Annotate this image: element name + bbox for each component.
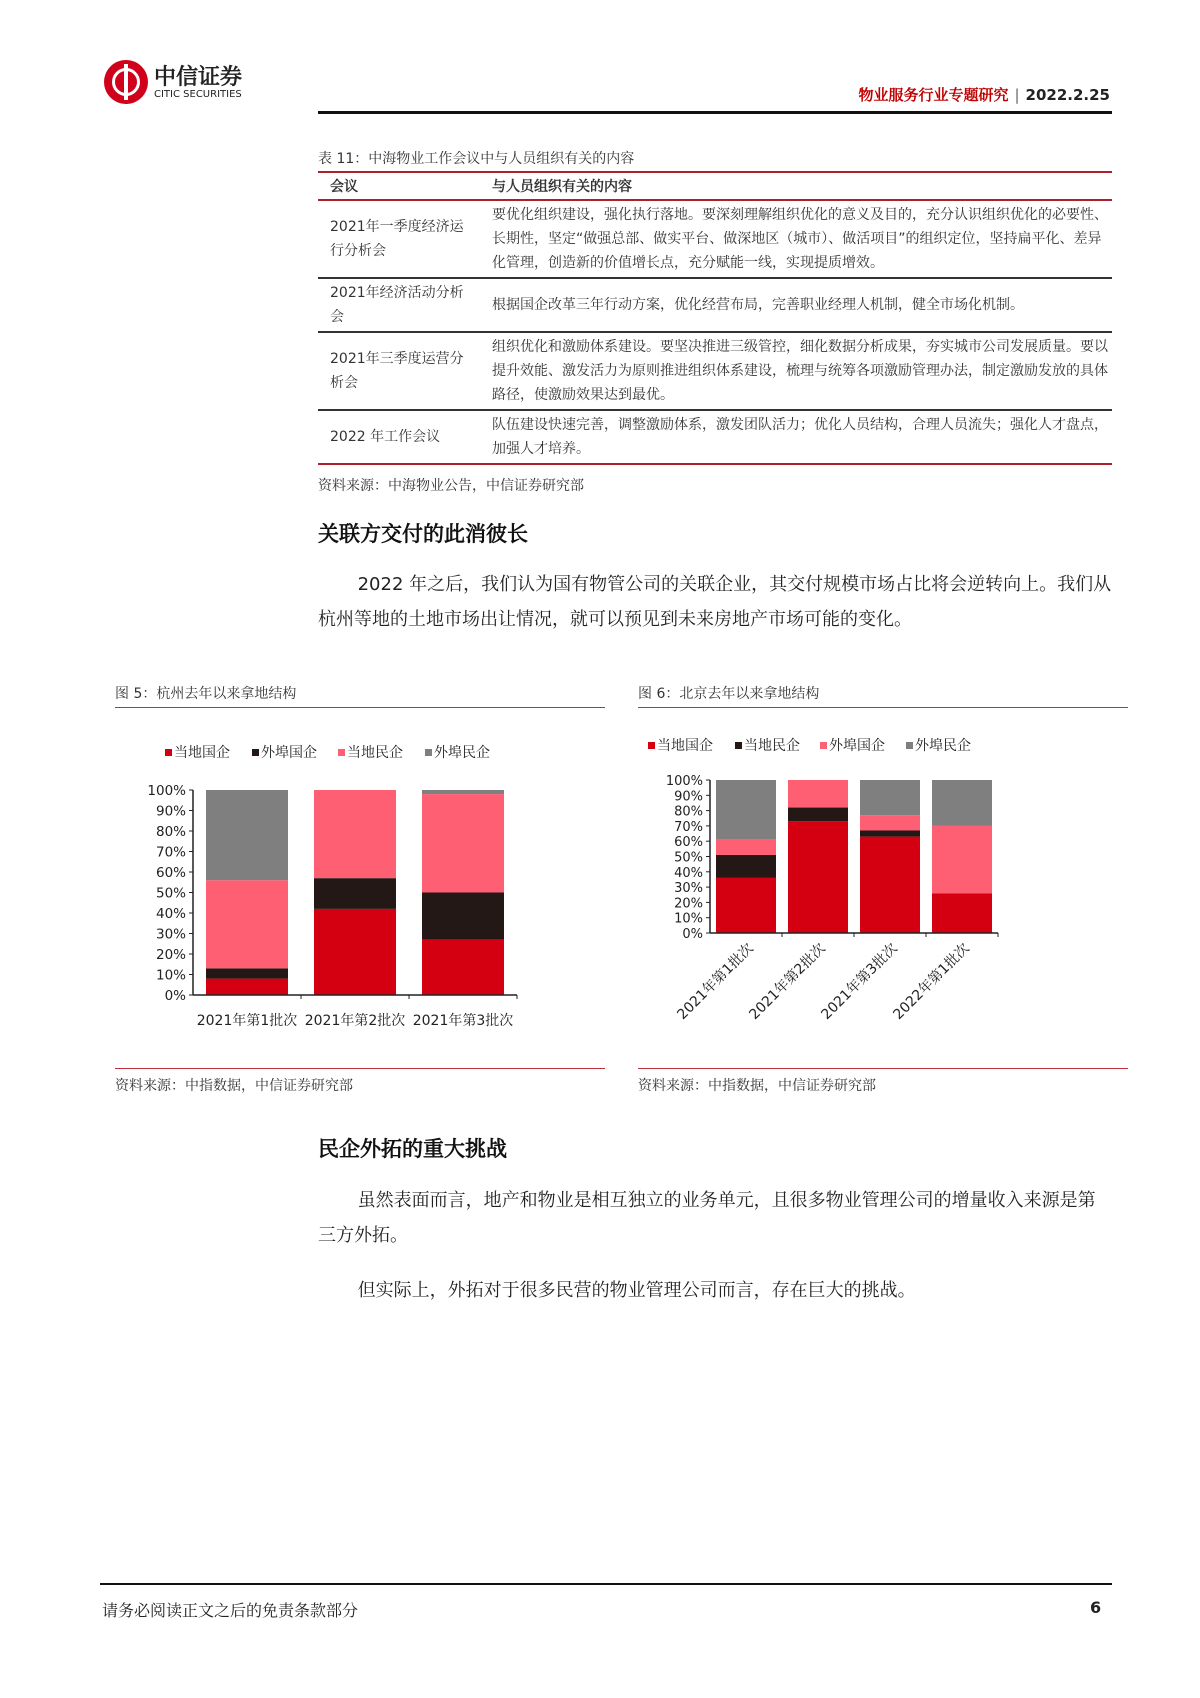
bar-segment [314,878,396,909]
x-tick-label: 2021年第1批次 [674,940,757,1023]
legend-swatch [906,742,913,749]
content-cell: 队伍建设快速完善，调整激励体系，激发团队活力；优化人员结构，合理人员流失；强化人才盘点，加强人才培养。 [480,410,1112,464]
section-heading: 关联方交付的此消彼长 [318,522,528,546]
legend-label: 当地民企 [744,738,800,754]
y-tick-label: 80% [155,824,186,840]
paragraph: 2022 年之后，我们认为国有物管公司的关联企业，其交付规模市场占比将会逆转向上。我们从杭州等地的土地市场出让情况，就可以预见到未来房地产市场可能的变化。 [318,574,1112,630]
legend-swatch [165,749,172,756]
page-number: 6 [1090,1598,1102,1617]
header-separator: | [1014,86,1020,104]
legend-swatch [425,749,432,756]
table-row [318,332,1112,410]
table-source: 资料来源：中海物业公告，中信证券研究部 [318,478,584,494]
disclaimer-note: 请务必阅读正文之后的免责条款部分 [102,1601,359,1620]
bar-segment [860,815,920,830]
bar-segment [206,979,288,995]
y-tick-label: 30% [155,926,186,943]
legend-swatch [735,742,742,749]
bar-segment [860,830,920,836]
bar-segment [422,893,504,940]
y-tick-label: 0% [164,988,186,1004]
bar-segment [206,790,288,880]
legend-label: 外埠国企 [829,738,885,754]
x-tick-label: 2021年第2批次 [304,1013,406,1029]
report-date: 2022.2.25 [1025,86,1110,104]
bar-segment [314,790,396,878]
bar-segment [716,780,776,840]
y-tick-label: 60% [674,835,703,851]
y-tick-label: 60% [155,865,186,881]
y-tick-label: 70% [674,819,703,835]
x-tick-label: 2022年第1批次 [890,940,973,1023]
bar-segment [932,826,992,893]
y-tick-label: 90% [674,789,703,805]
legend-label: 外埠民企 [434,745,490,761]
bar-segment [206,880,288,968]
y-tick-label: 80% [674,804,703,820]
legend-swatch [252,749,259,756]
bar-segment [716,855,776,878]
citic-logo [104,60,242,104]
table-row [318,278,1112,332]
bar-segment [716,878,776,933]
y-tick-label: 100% [665,774,703,789]
y-tick-label: 50% [674,850,703,866]
bar-segment [422,794,504,892]
y-tick-label: 100% [147,783,186,799]
x-tick-label: 2021年第1批次 [196,1013,298,1029]
figure-source: 资料来源：中指数据，中信证券研究部 [638,1068,1128,1095]
legend-swatch [338,749,345,756]
content-cell: 要优化组织建设，强化执行落地。要深刻理解组织优化的意义及目的，充分认识组织优化的必要性、长期性，坚定“做强总部、做实平台、做深地区（城市）、做活项目”的组织定位，坚持扁平化、差异化管理，创造新的价值增长点，充分赋能一线，实现提质增效。 [480,200,1112,278]
y-tick-label: 20% [155,947,186,963]
y-tick-label: 10% [674,911,703,927]
meeting-cell: 2021年经济活动分析会 [318,278,480,332]
x-tick-label: 2021年第2批次 [746,940,829,1023]
citic-logo-icon [104,60,148,104]
paragraph: 虽然表面而言，地产和物业是相互独立的业务单元，且很多物业管理公司的增量收入来源是第三方外拓。 [318,1190,1096,1246]
legend-label: 当地民企 [347,745,403,761]
bar-segment [422,790,504,794]
y-tick-label: 40% [674,865,703,881]
logo-en: CITIC SECURITIES [154,88,242,100]
bar-segment [206,968,288,978]
legend-label: 外埠国企 [261,745,317,761]
y-tick-label: 10% [155,967,186,984]
y-tick-label: 0% [682,927,703,942]
report-title: 物业服务行业专题研究 [858,86,1009,104]
bar-segment [716,840,776,855]
bar-segment [788,780,848,808]
legend-label: 外埠民企 [915,738,971,754]
bar-segment [860,837,920,933]
footer-rule [100,1583,1112,1585]
x-tick-label: 2021年第3批次 [818,940,901,1023]
figure-caption: 图 5：杭州去年以来拿地结构 [115,683,605,708]
legend-label: 当地国企 [174,745,230,761]
y-tick-label: 30% [674,881,703,897]
meeting-cell: 2022 年工作会议 [318,410,480,464]
table-row [318,200,1112,278]
content-cell: 根据国企改革三年行动方案，优化经营布局，完善职业经理人机制，健全市场化机制。 [480,278,1112,332]
table-header: 会议 [318,172,480,200]
bar-segment [932,780,992,826]
meeting-cell: 2021年一季度经济运行分析会 [318,200,480,278]
bar-segment [314,909,396,995]
legend-swatch [648,742,655,749]
paragraph: 但实际上，外拓对于很多民营的物业管理公司而言，存在巨大的挑战。 [357,1280,916,1301]
y-tick-label: 20% [674,896,703,912]
hangzhou-chart [115,710,605,1065]
content-cell: 组织优化和激励体系建设。要坚决推进三级管控，细化数据分析成果，夯实城市公司发展质量。要以提升效能、激发活力为原则推进组织体系建设，梳理与统筹各项激励管理办法，制定激励发放的具体路径，使激励效果达到最优。 [480,332,1112,410]
y-tick-label: 90% [155,803,186,820]
beijing-chart [638,710,1128,1065]
y-tick-label: 50% [155,885,186,902]
bar-segment [422,940,504,995]
bar-segment [932,893,992,933]
section-heading: 民企外拓的重大挑战 [318,1137,507,1161]
table-caption: 表 11：中海物业工作会议中与人员组织有关的内容 [318,151,635,167]
meeting-cell: 2021年三季度运营分析会 [318,332,480,410]
y-tick-label: 70% [155,844,186,861]
figure-source: 资料来源：中指数据，中信证券研究部 [115,1068,605,1095]
legend-label: 当地国企 [657,738,713,754]
table-header: 与人员组织有关的内容 [480,172,1112,200]
table-row [318,410,1112,464]
report-header [858,84,1110,105]
x-tick-label: 2021年第3批次 [412,1013,514,1029]
meeting-table [318,171,1112,465]
bar-segment [788,808,848,822]
bar-segment [860,780,920,815]
logo-cn: 中信证券 [154,63,243,90]
figure-caption: 图 6：北京去年以来拿地结构 [638,683,1128,708]
header-rule [318,111,1112,114]
bar-segment [788,821,848,933]
legend-swatch [820,742,827,749]
y-tick-label: 40% [155,906,186,922]
